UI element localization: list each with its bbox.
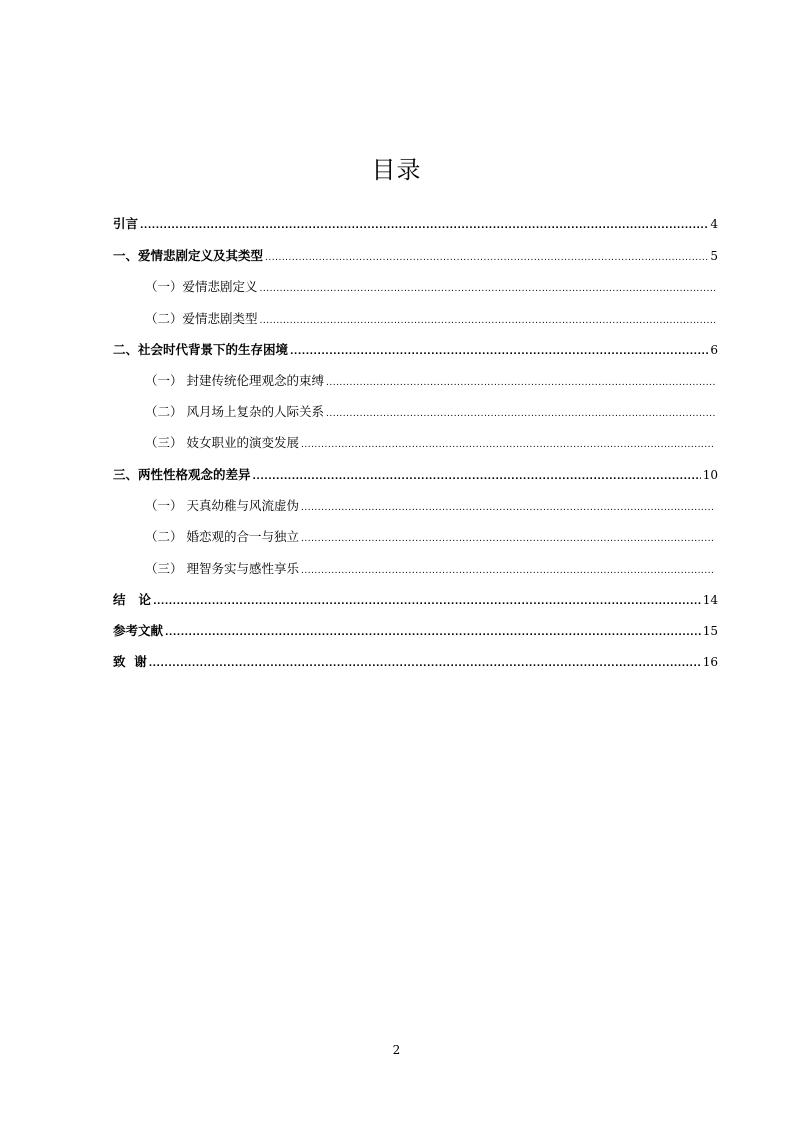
toc-entry-label: 三、两性性格观念的差异 [113, 467, 251, 482]
toc-entry-label: （三） 理智务实与感性享乐 [145, 561, 299, 576]
dot-leader [253, 468, 701, 486]
dot-leader [149, 655, 701, 673]
toc-entry-page: 5 [710, 249, 718, 263]
dot-leader [165, 624, 701, 642]
toc-entry-chapter-2[interactable] [113, 341, 718, 359]
dot-leader [140, 217, 708, 235]
toc-entry-label: （一）爱情悲剧定义 [145, 279, 258, 294]
toc-entry-section-1-1[interactable] [145, 278, 717, 296]
toc-entry-label: 参考文献 [113, 623, 164, 638]
toc-entry-label: 引言 [113, 216, 139, 231]
toc-entry-label: （三） 妓女职业的演变发展 [145, 435, 299, 450]
toc-entry-page: 14 [702, 593, 718, 607]
toc-entry-acknowledgements[interactable] [113, 653, 718, 671]
toc-entry-label: 致 谢 [113, 654, 147, 669]
dot-leader [260, 280, 715, 298]
footer-page-number: 2 [392, 1043, 401, 1057]
toc-entry-chapter-3[interactable] [113, 466, 718, 484]
toc-entry-section-1-2[interactable] [145, 310, 717, 328]
toc-entry-label: （二） 婚恋观的合一与独立 [145, 529, 299, 544]
toc-entry-chapter-1[interactable] [113, 247, 718, 265]
toc-entry-section-3-3[interactable] [145, 560, 717, 578]
toc-entry-introduction[interactable] [113, 215, 718, 233]
dot-leader [301, 436, 715, 454]
dot-leader [301, 530, 715, 548]
toc-entry-label: （一） 封建传统伦理观念的束缚 [145, 373, 324, 388]
toc-entry-label: （一） 天真幼稚与风流虚伪 [145, 498, 299, 513]
dot-leader [153, 593, 701, 611]
toc-entry-page: 15 [702, 624, 718, 638]
dot-leader [265, 249, 708, 267]
toc-entry-page: 16 [702, 655, 718, 669]
toc-entry-label: 一、爱情悲剧定义及其类型 [113, 248, 264, 263]
dot-leader [260, 312, 715, 330]
toc-entry-label: （二）爱情悲剧类型 [145, 311, 258, 326]
toc-entry-page: 10 [702, 468, 718, 482]
toc-entry-section-3-2[interactable] [145, 528, 717, 546]
dot-leader [301, 562, 715, 580]
toc-entry-page: 4 [710, 217, 718, 231]
toc-entry-label: （二） 风月场上复杂的人际关系 [145, 404, 324, 419]
toc-entry-references[interactable] [113, 622, 718, 640]
toc-entry-page: 6 [710, 343, 718, 357]
toc-entry-section-2-3[interactable] [145, 434, 717, 452]
page-title: 目录 [371, 156, 422, 184]
dot-leader [326, 405, 715, 423]
toc-entry-label: 结 论 [113, 592, 152, 607]
toc-entry-section-2-2[interactable] [145, 403, 717, 421]
toc-entry-label: 二、社会时代背景下的生存困境 [113, 342, 289, 357]
toc-entry-conclusion[interactable] [113, 591, 718, 609]
toc-entry-section-2-1[interactable] [145, 372, 717, 390]
toc-entry-section-3-1[interactable] [145, 497, 717, 515]
dot-leader [301, 499, 715, 517]
dot-leader [326, 374, 715, 392]
dot-leader [290, 343, 708, 361]
